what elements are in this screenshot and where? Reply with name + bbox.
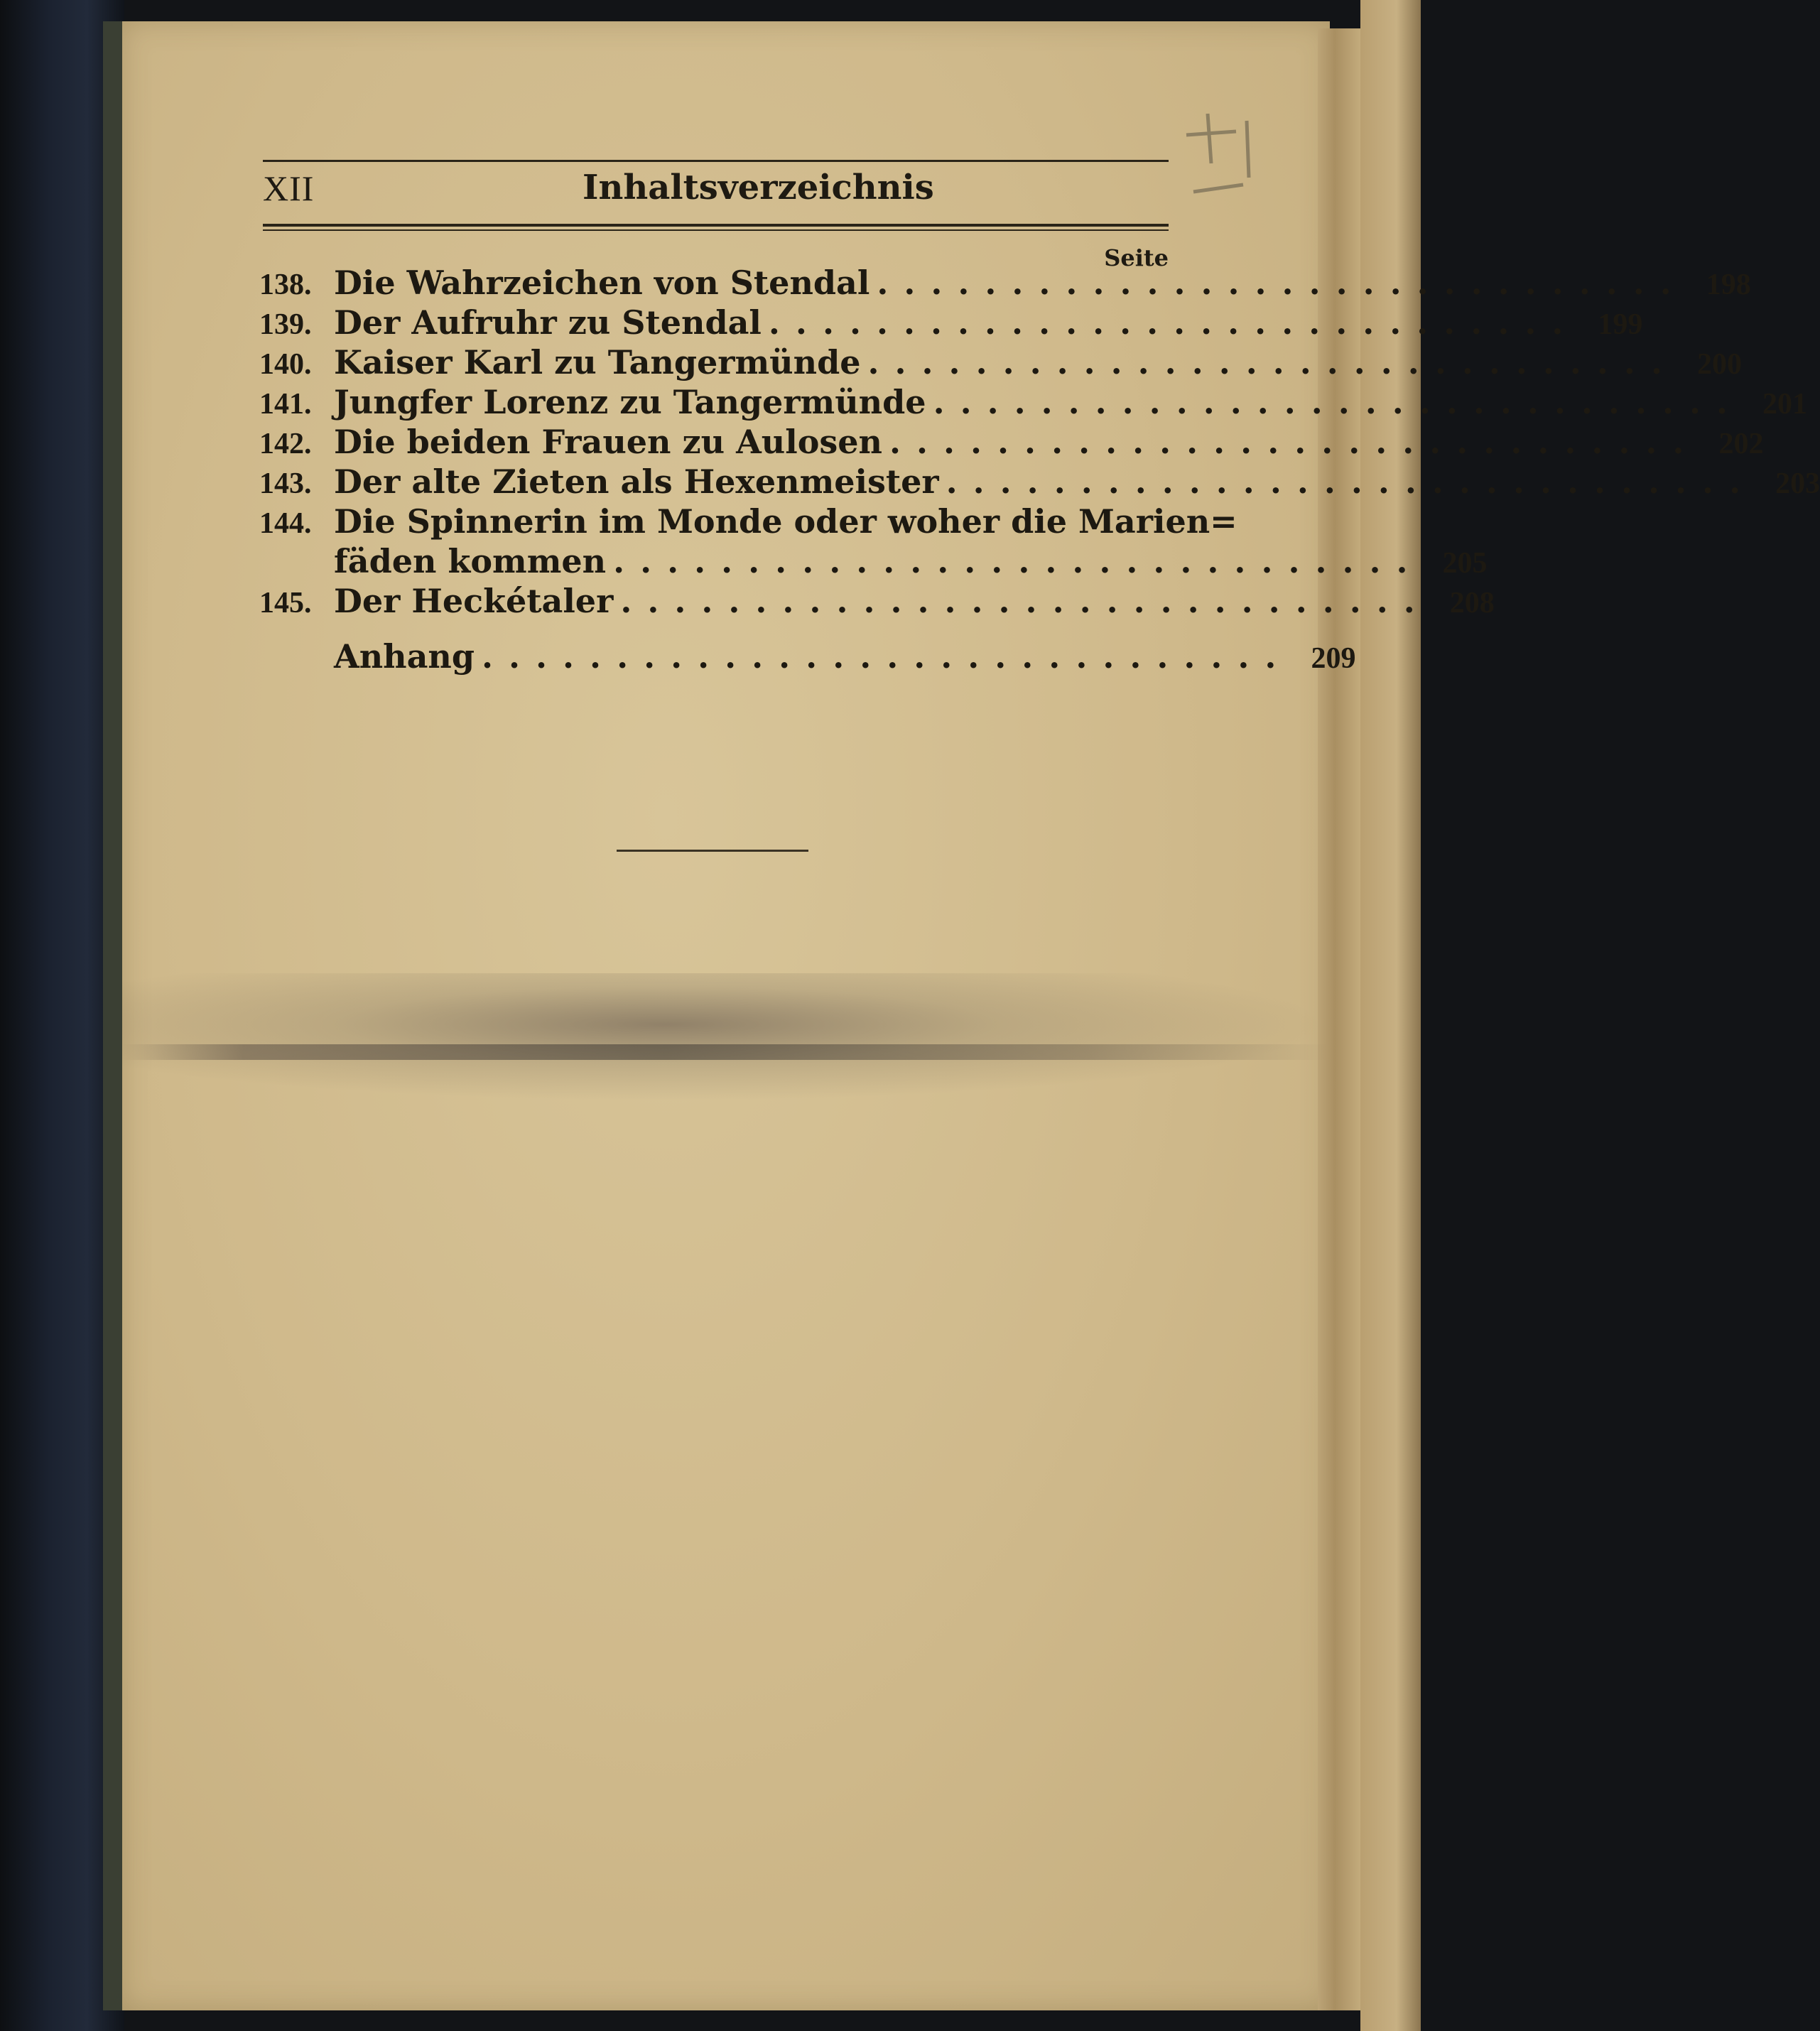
page-number: XII bbox=[263, 168, 315, 208]
dot-leader: .............................. bbox=[768, 303, 1579, 342]
entry-page: 203 bbox=[1775, 467, 1820, 500]
entry-title: Der Heckétaler bbox=[334, 582, 614, 620]
dot-leader: .............................. bbox=[933, 383, 1744, 421]
entry-number: 145. bbox=[259, 587, 312, 619]
toc-entry[interactable] bbox=[259, 342, 1742, 382]
page-column-label: Seite bbox=[1104, 244, 1169, 271]
toc-entry[interactable] bbox=[259, 462, 1820, 502]
dot-leader: .............................. bbox=[620, 582, 1431, 620]
header-top-rule bbox=[263, 160, 1169, 162]
entry-page: 200 bbox=[1696, 348, 1742, 381]
entry-title: Der alte Zieten als Hexenmeister bbox=[334, 462, 939, 501]
entry-number: 140. bbox=[259, 348, 312, 381]
entry-page: 205 bbox=[1442, 547, 1488, 580]
entry-number: 143. bbox=[259, 467, 312, 500]
header-bottom-rule-thin bbox=[263, 229, 1169, 231]
entry-title: Der Aufruhr zu Stendal bbox=[334, 303, 762, 342]
end-divider bbox=[617, 850, 808, 852]
entry-title: Die beiden Frauen zu Aulosen bbox=[334, 423, 882, 461]
entry-title: Die Wahrzeichen von Stendal bbox=[334, 264, 870, 302]
entry-page: 198 bbox=[1706, 269, 1751, 301]
entry-page: 202 bbox=[1718, 428, 1764, 460]
dot-leader: .............................. bbox=[877, 264, 1687, 302]
page-stain bbox=[122, 973, 1330, 1101]
entry-page: 201 bbox=[1762, 388, 1808, 421]
dot-leader: .............................. bbox=[889, 423, 1700, 461]
dot-leader: .............................. bbox=[613, 542, 1424, 580]
dot-leader: .............................. bbox=[867, 343, 1678, 381]
page-title: Inhaltsverzeichnis bbox=[583, 168, 934, 207]
table-of-contents bbox=[259, 263, 1820, 676]
entry-number: 138. bbox=[259, 269, 312, 301]
cover-binding-edge bbox=[103, 21, 124, 2010]
toc-entry[interactable] bbox=[259, 263, 1751, 303]
entry-number: 139. bbox=[259, 308, 312, 341]
toc-entry[interactable] bbox=[259, 422, 1764, 462]
appendix-page: 209 bbox=[1311, 642, 1356, 675]
entry-title: Die Spinnerin im Monde oder woher die Marien= bbox=[334, 502, 1237, 541]
entry-number: 141. bbox=[259, 388, 312, 421]
toc-entry-continuation[interactable] bbox=[259, 541, 1488, 581]
entry-number: 144. bbox=[259, 507, 312, 540]
entry-number: 142. bbox=[259, 428, 312, 460]
entry-title-continued: fäden kommen bbox=[334, 542, 607, 580]
toc-entry[interactable] bbox=[259, 303, 1643, 342]
dot-leader: .............................. bbox=[482, 637, 1292, 676]
toc-entry[interactable] bbox=[259, 502, 1237, 541]
entry-page: 199 bbox=[1598, 308, 1643, 341]
header-bottom-rule bbox=[263, 224, 1169, 227]
fold-stain bbox=[122, 1044, 1330, 1060]
toc-entry[interactable] bbox=[259, 382, 1808, 422]
entry-title: Jungfer Lorenz zu Tangermünde bbox=[334, 383, 926, 421]
entry-page: 208 bbox=[1449, 587, 1495, 619]
toc-appendix[interactable] bbox=[259, 637, 1356, 676]
dot-leader: .............................. bbox=[946, 462, 1757, 501]
entry-title: Kaiser Karl zu Tangermünde bbox=[334, 343, 861, 381]
appendix-title: Anhang bbox=[334, 637, 475, 676]
toc-entry[interactable] bbox=[259, 581, 1495, 621]
pencil-mark bbox=[1179, 85, 1286, 213]
